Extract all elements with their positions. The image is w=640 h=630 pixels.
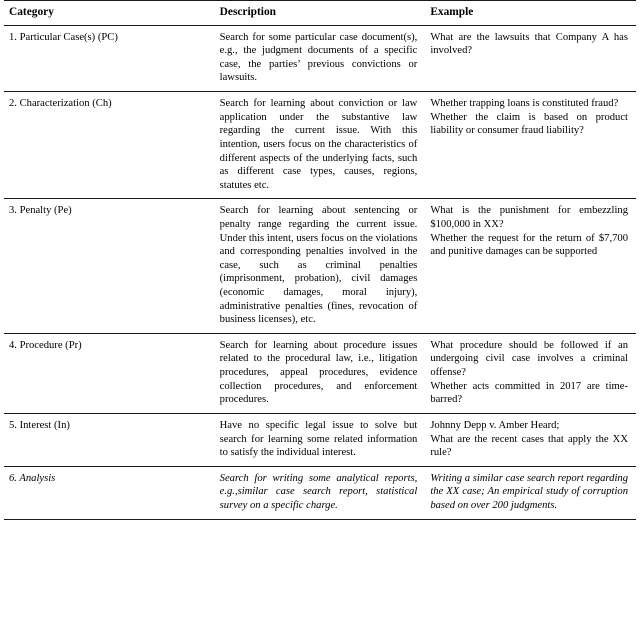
example-line: Writing a similar case search report regarding the XX case; An empirical study of corruption based on over 200 judgments. [430,472,628,511]
cell-example [425,25,636,91]
cell-category: 4. Procedure (Pr) [4,333,215,413]
table-row [4,413,636,466]
example-line: Whether the request for the return of $7,700 and punitive damages can be supported [430,232,628,258]
search-intent-taxonomy-table [4,0,636,520]
example-line: What is the punishment for embezzling $100,000 in XX? [430,205,628,230]
header-row [4,1,636,25]
column-header-category: Category [4,1,215,25]
cell-example [425,333,636,413]
example-line: Whether the claim is based on product liability or consumer fraud liability? [430,111,628,137]
cell-example [425,199,636,333]
table-header [4,1,636,26]
cell-category: 1. Particular Case(s) (PC) [4,25,215,91]
cell-description: Search for some particular case document(s), e.g., the judgment documents of a specific case, the parties’ previous convictions or lawsuits. [215,25,426,91]
cell-example [425,92,636,199]
column-header-example: Example [425,1,636,25]
cell-category: 3. Penalty (Pe) [4,199,215,333]
example-line: Whether trapping loans is constituted fraud? [430,98,619,110]
cell-example [425,466,636,519]
table-row [4,199,636,333]
cell-category: 6. Analysis [4,466,215,519]
table-row [4,333,636,413]
cell-description: Search for writing some analytical reports, e.g.,similar case search report, statistical survey on a specific charge. [215,466,426,519]
table-row [4,466,636,519]
table-body [4,25,636,519]
cell-example [425,413,636,466]
example-line: What procedure should be followed if an undergoing civil case involves a criminal offense? [430,339,628,379]
table-row [4,92,636,199]
cell-description: Search for learning about sentencing or penalty range regarding the current issue. Under this intent, users focus on the violations and corresponding penalties involved in the case, such as criminal penalties (imprisonment, probation), civil damages (economic damages, moral injury), administrative penalties (fines, revocation of business licenses), etc. [215,199,426,333]
cell-category: 2. Characterization (Ch) [4,92,215,199]
example-line: What are the lawsuits that Company A has involved? [430,31,628,57]
example-line: What are the recent cases that apply the XX rule? [430,433,628,459]
example-line: Johnny Depp v. Amber Heard; [430,419,560,431]
cell-category: 5. Interest (In) [4,413,215,466]
column-header-description: Description [215,1,426,25]
table-row [4,25,636,91]
example-line: Whether acts committed in 2017 are time-barred? [430,380,628,406]
cell-description: Search for learning about conviction or law application under the substantive law regarding the current issue. With this intention, users focus on the characteristics of different aspects of the underlying facts, such as different case types, causes, regions, statutes etc. [215,92,426,199]
cell-description: Have no specific legal issue to solve but search for learning some related information to satisfy the individual interest. [215,413,426,466]
cell-description: Search for learning about procedure issues related to the procedural law, i.e., litigation procedures, appeal procedures, evidence collection procedures, and enforcement procedures. [215,333,426,413]
